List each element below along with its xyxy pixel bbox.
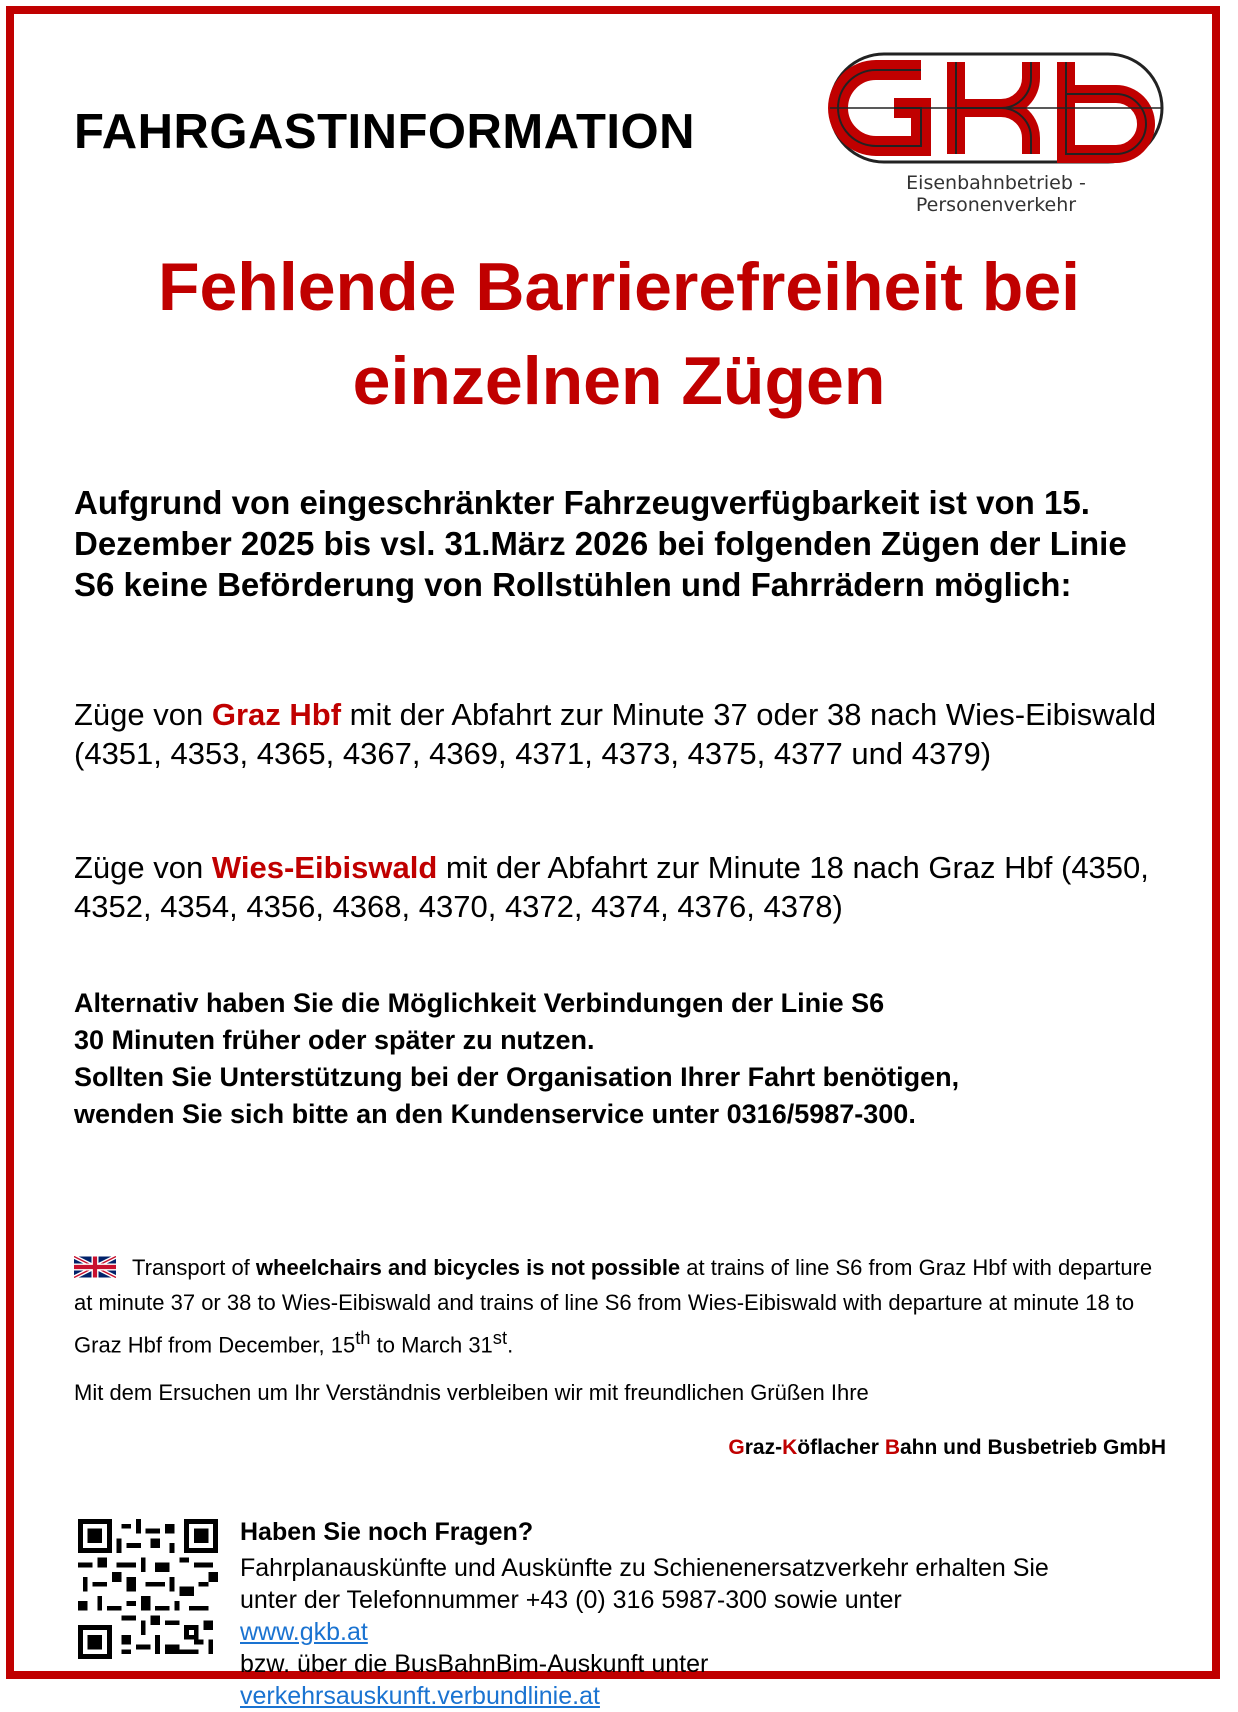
gkb-website-link[interactable]: www.gkb.at <box>240 1618 368 1646</box>
faq-line1: Fahrplanauskünfte und Auskünfte zu Schienenersatzverkehr erhalten Sie <box>240 1554 1049 1582</box>
english-part1: Transport of <box>132 1255 256 1280</box>
faq-line2-prefix: unter der Telefonnummer +43 (0) 316 5987-300 sowie unter <box>240 1586 902 1614</box>
alternative-line3: Sollten Sie Unterstützung bei der Organisation Ihrer Fahrt benötigen, <box>74 1062 960 1092</box>
regards-text: Mit dem Ersuchen um Ihr Verständnis verbleiben wir mit freundlichen Grüßen Ihre <box>74 1380 869 1405</box>
trains-from-graz-prefix: Züge von <box>74 697 212 732</box>
alternative-notice <box>74 985 1174 1133</box>
alternative-line2: 30 Minuten früher oder später zu nutzen. <box>74 1025 595 1055</box>
faq-body <box>240 1552 1190 1712</box>
trains-from-wies <box>74 848 1164 926</box>
trains-from-wies-prefix: Züge von <box>74 850 212 885</box>
station-wies-eibiswald: Wies-Eibiswald <box>211 850 438 885</box>
logo-subtitle: Eisenbahnbetrieb - Personenverkehr <box>906 172 1086 216</box>
trains-from-graz-text: mit der Abfahrt zur Minute 37 oder 38 nach Wies-Eibiswald (4351, 4353, 4365, 4367, 4369, 4371, 4373, 4375, 4377 und 4379) <box>74 697 1157 771</box>
alternative-line1: Alternativ haben Sie die Möglichkeit Verbindungen der Linie S6 <box>74 988 885 1018</box>
signature-rest: ahn und Busbetrieb GmbH <box>899 1436 1166 1459</box>
english-part4: . <box>507 1332 514 1358</box>
english-bold: wheelchairs and bicycles is not possible <box>255 1255 681 1280</box>
english-sup2: st <box>492 1327 508 1348</box>
alternative-line4: wenden Sie sich bitte an den Kundenservice unter 0316/5987-300. <box>74 1099 916 1129</box>
qr-code-icon[interactable] <box>78 1519 218 1659</box>
faq-title: Haben Sie noch Fragen? <box>240 1518 534 1546</box>
faq-line2 <box>240 1584 1190 1648</box>
signature <box>728 1436 1166 1460</box>
station-graz-hbf: Graz Hbf <box>211 697 342 732</box>
trains-from-wies-text: mit der Abfahrt zur Minute 18 nach Graz Hbf (4350, 4352, 4354, 4356, 4368, 4370, 4372, 4374, 4376, 4378) <box>74 850 1149 924</box>
english-notice <box>74 1250 1164 1362</box>
english-part3: to March 31 <box>370 1332 493 1358</box>
headline-line2: einzelnen Zügen <box>352 343 886 419</box>
signature-k: K <box>782 1436 798 1459</box>
faq-line3-prefix: bzw. über die BusBahnBim-Auskunft unter <box>240 1650 709 1678</box>
headline <box>40 240 1198 428</box>
signature-g: G <box>728 1436 745 1459</box>
signature-oflacher: öflacher <box>797 1436 885 1459</box>
trains-from-graz <box>74 695 1164 773</box>
uk-flag-icon <box>74 1256 116 1278</box>
signature-raz: raz- <box>744 1436 783 1459</box>
verbundlinie-link[interactable]: verkehrsauskunft.verbundlinie.at <box>240 1682 600 1710</box>
gkb-logo <box>826 50 1166 216</box>
english-sup1: th <box>355 1327 371 1348</box>
faq-line3 <box>240 1648 1190 1712</box>
gkb-logo-icon <box>826 50 1166 168</box>
english-part2: at trains of line S6 from Graz Hbf with departure at minute 37 or 38 to Wies-Eibiswald and trains of line S6 from Wies-Eibiswald with departure at minute 18 to Graz Hbf from December, 15 <box>74 1255 1153 1358</box>
signature-b: B <box>884 1436 900 1459</box>
page-title: FAHRGASTINFORMATION <box>74 105 696 159</box>
lead-paragraph: Aufgrund von eingeschränkter Fahrzeugverfügbarkeit ist von 15. Dezember 2025 bis vsl. 31.März 2026 bei folgenden Zügen der Linie S6 keine Beförderung von Rollstühlen und Fahrrädern möglich: <box>74 484 1127 603</box>
headline-line1: Fehlende Barrierefreiheit bei <box>157 249 1081 325</box>
